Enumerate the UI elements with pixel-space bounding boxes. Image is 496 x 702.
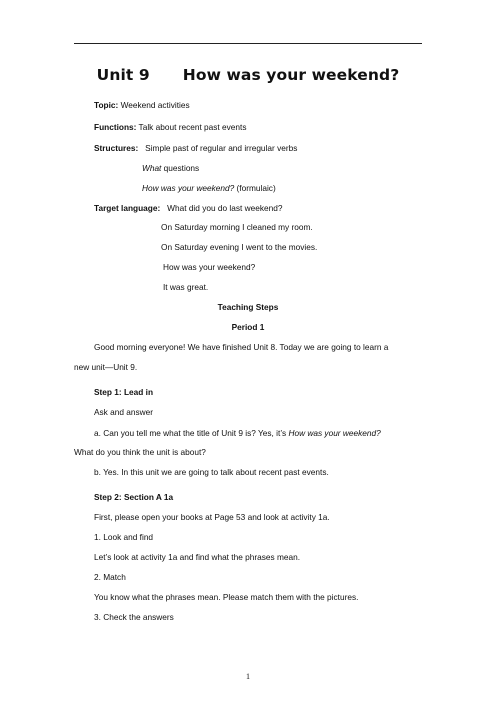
step1-a-text: a. Can you tell me what the title of Unit 9 is? Yes, it’s xyxy=(94,428,289,438)
step1-question-a-cont: What do you think the unit is about? xyxy=(74,447,206,457)
teaching-steps-heading: Teaching Steps xyxy=(217,302,279,312)
intro-line-2: new unit—Unit 9. xyxy=(74,362,138,372)
target-language-label: Target language: xyxy=(94,203,161,213)
structures-what-italic: What xyxy=(142,163,162,173)
target-language-line xyxy=(94,203,282,214)
topic-text: Weekend activities xyxy=(118,100,190,110)
page-title: Unit 9 How was your weekend? xyxy=(96,66,400,84)
page-number: 1 xyxy=(246,672,250,681)
step1-answer-b: b. Yes. In this unit we are going to talk about recent past events. xyxy=(94,467,329,477)
step1-heading: Step 1: Lead in xyxy=(94,387,154,397)
intro-line-1: Good morning everyone! We have finished Unit 8. Today we are going to learn a xyxy=(94,342,389,352)
period-heading: Period 1 xyxy=(231,322,265,332)
step2-intro: First, please open your books at Page 53 and look at activity 1a. xyxy=(94,512,330,522)
structures-formulaic-italic: How was your weekend? xyxy=(142,183,235,193)
step2-item: 1. Look and find xyxy=(94,532,154,542)
step1-a-italic: How was your weekend? xyxy=(288,428,381,438)
structures-formulaic-line xyxy=(142,183,276,194)
target-language-line-3: How was your weekend? xyxy=(163,262,256,272)
functions-text: Talk about recent past events xyxy=(136,122,247,132)
target-language-line-4: It was great. xyxy=(163,282,209,292)
functions-label: Functions: xyxy=(94,122,137,132)
target-language-text: What did you do last weekend? xyxy=(160,203,283,213)
functions-line xyxy=(94,122,247,133)
step2-item: 2. Match xyxy=(94,572,126,582)
header-rule xyxy=(74,43,422,44)
step1-subheading: Ask and answer xyxy=(94,407,154,417)
structures-what-rest: questions xyxy=(161,163,200,173)
target-language-line-2: On Saturday evening I went to the movies. xyxy=(161,242,318,252)
step2-item: Let’s look at activity 1a and find what the phrases mean. xyxy=(94,552,301,562)
structures-what-line xyxy=(142,163,199,174)
structures-formulaic-rest: (formulaic) xyxy=(234,183,276,193)
step1-question-a xyxy=(94,428,381,439)
step2-item: 3. Check the answers xyxy=(94,612,174,622)
target-language-line-1: On Saturday morning I cleaned my room. xyxy=(161,222,313,232)
step2-item: You know what the phrases mean. Please match them with the pictures. xyxy=(94,592,359,602)
structures-text: Simple past of regular and irregular verbs xyxy=(138,143,298,153)
structures-line xyxy=(94,143,297,154)
step2-heading: Step 2: Section A 1a xyxy=(94,492,174,502)
topic-line xyxy=(94,100,190,111)
topic-label: Topic: xyxy=(94,100,119,110)
structures-label: Structures: xyxy=(94,143,139,153)
